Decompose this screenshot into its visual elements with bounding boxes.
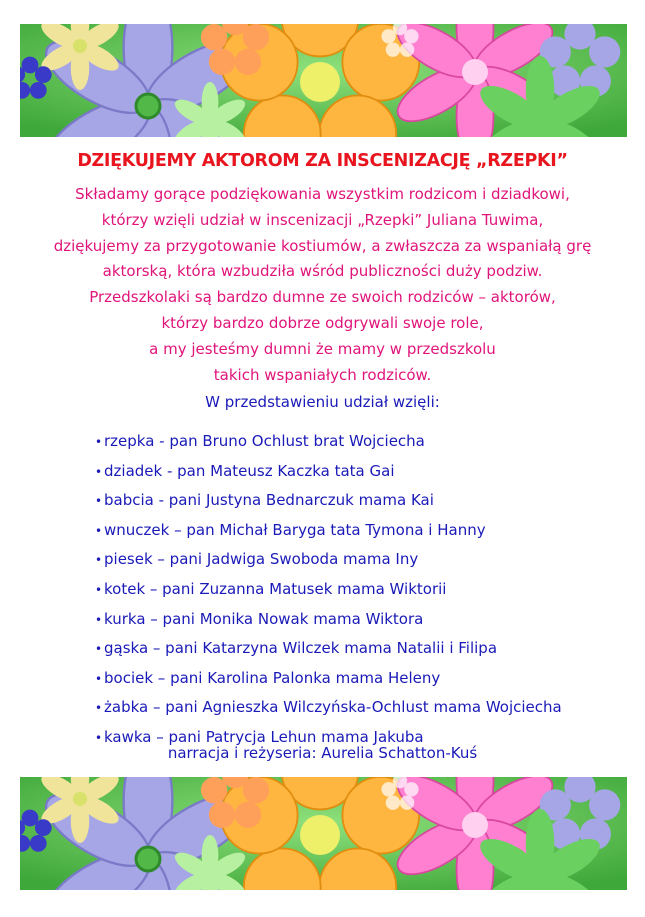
list-item (95, 545, 562, 575)
intro-line: dziękujemy za przygotowanie kostiumów, a zwłaszcza za wspaniałą grę (53, 236, 592, 255)
cast-entry: kawka – pani Patrycja Lehun mama Jakuba (104, 727, 424, 746)
intro-line: aktorską, która wzbudziła wśród publiczności duży podziw. (102, 262, 543, 281)
thank-you-paragraph (0, 182, 645, 388)
bullet-icon: • (95, 671, 103, 686)
bullet-icon: • (95, 494, 103, 509)
flower-pattern-top (20, 24, 627, 137)
bullet-icon: • (95, 730, 103, 745)
cast-heading: W przedstawieniu udział wzięli: (205, 393, 440, 411)
cast-entry: dziadek - pan Mateusz Kaczka tata Gai (104, 461, 395, 480)
credits-line: narracja i reżyseria: Aurelia Schatton-Kuś (167, 744, 478, 762)
list-item (95, 516, 562, 546)
list-item (95, 427, 562, 457)
cast-entry: piesek – pani Jadwiga Swoboda mama Iny (104, 550, 419, 569)
cast-entry: kurka – pani Monika Nowak mama Wiktora (104, 609, 424, 628)
intro-line: którzy bardzo dobrze odgrywali swoje role, (161, 313, 484, 332)
cast-entry: żabka – pani Agnieszka Wilczyńska-Ochlust mama Wojciecha (104, 698, 562, 717)
intro-line: a my jesteśmy dumni że mamy w przedszkolu (149, 339, 496, 358)
flower-banner-bottom (20, 777, 627, 890)
list-item (95, 664, 562, 694)
list-item (95, 575, 562, 605)
page-title: DZIĘKUJEMY AKTOROM ZA INSCENIZACJĘ „RZEPKI” (77, 151, 568, 171)
cast-entry: rzepka - pan Bruno Ochlust brat Wojciecha (104, 432, 425, 450)
flower-pattern-bottom (20, 777, 627, 890)
intro-line: Przedszkolaki są bardzo dumne ze swoich rodziców – aktorów, (89, 288, 556, 307)
bullet-icon: • (95, 553, 103, 568)
list-item (95, 605, 562, 635)
intro-line: Składamy gorące podziękowania wszystkim rodzicom i dziadkowi, (75, 185, 570, 203)
flower-banner-top (20, 24, 627, 137)
bullet-icon: • (95, 612, 103, 627)
intro-line: którzy wzięli udział w inscenizacji „Rzepki” Juliana Tuwima, (101, 210, 544, 229)
cast-entry: bociek – pani Karolina Palonka mama Heleny (104, 668, 441, 687)
bullet-icon: • (95, 464, 103, 479)
bullet-icon: • (95, 701, 103, 716)
cast-list (95, 427, 562, 753)
bullet-icon: • (95, 642, 103, 657)
cast-entry: kotek – pani Zuzanna Matusek mama Wiktorii (104, 579, 447, 598)
list-item (95, 486, 562, 516)
bullet-icon: • (95, 523, 103, 538)
cast-entry: babcia - pani Justyna Bednarczuk mama Kai (104, 491, 434, 510)
cast-entry: wnuczek – pan Michał Baryga tata Tymona i Hanny (104, 520, 486, 539)
list-item (95, 693, 562, 723)
bullet-icon: • (95, 582, 103, 597)
intro-line: takich wspaniałych rodziców. (213, 365, 432, 384)
cast-entry: gąska – pani Katarzyna Wilczek mama Natalii i Filipa (104, 639, 498, 658)
list-item (95, 457, 562, 487)
list-item (95, 634, 562, 664)
bullet-icon: • (95, 435, 103, 449)
